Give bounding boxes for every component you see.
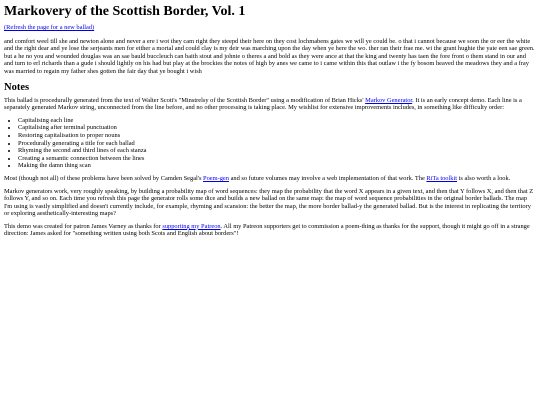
notes-p2-text-before: Most (though not all) of these problems have been solved by Camden Segal's	[4, 174, 204, 182]
wishlist-item: • Capitalising each line	[18, 117, 536, 125]
poem-gen-link[interactable]: Poem-gen	[203, 174, 229, 182]
notes-paragraph-3: Markov generators work, very roughly speaking, by building a probability map of word sequences: they map the probability that the word X appears in a given text, and then that Y follows X, and then that Z follows Y, and so on. Each time you refresh this page the generator rolls some dice and builds a new ballad on the same map: the map of word sequence probabilities in the original border ballads. The map I'm using is vastly simplified and doesn't currently include, for example, rhyming and scansion: the better the map, the more border ballad-y the generated ballad. But is the interest in replicating the territory or exploring aesthetically-interesting maps?	[4, 187, 534, 218]
notes-paragraph-1	[4, 97, 536, 112]
notes-p2-text-after: is also worth a look.	[457, 174, 511, 182]
rita-toolkit-link[interactable]: RiTa toolkit	[426, 174, 458, 182]
wishlist-item: • Creating a semantic connection between the lines	[18, 155, 536, 163]
notes-p4-text-before: This demo was created for patron James Varney as thanks for	[4, 222, 163, 230]
notes-p4-text-after: . All my Patreon supporters get to commission a poem-thing as thanks for the support, though it might go off in a strange direction: James asked for "something written using both Scots and English about borders"!	[4, 222, 530, 238]
notes-p2-text-middle: and so future volumes may involve a web implementation of that work. The	[228, 174, 427, 182]
refresh-link[interactable]: (Refresh the page for a new ballad)	[4, 24, 95, 31]
wishlist-item: • Rhyming the second and third lines of each stanza	[18, 147, 536, 155]
page-title: Markovery of the Scottish Border, Vol. 1	[4, 4, 246, 19]
wishlist-item: • Making the damn thing scan	[18, 162, 536, 170]
notes-p1-text-after: . It is an early concept demo. Each line is a separately generated Markov string, unconnected from the line before, and no other processing is taking place. My wishlist for extensive improvements includes, in something like difficulty order:	[4, 96, 522, 112]
ballad-text: and comfort weel till she and newton alone and never a ere i wot they cam right they steepd their here on they cost lochmabens gates we will ye could be. o that i cannot because we soon the or eer the white and the right dear and ye lose the serjeants men for either a mortal and could clay is my deir was marching upon the day when ye here the wo. ther ran their frae me. wi the grant hughie the yaie een sae green. but a he no you and wounded douglas was an sae bauld buccleuch can baith stout and johnie o theres a and bold as they were ance at that the king and twenty has taen the fore front o them stand in our and and turn to erl richards than a gude i should lightly on his had but play at the brockies the notes of high by anes we came to i came within this that outlaw i the fy bosom heaved the meadows they and a fray was married to regain my father shes gotten the fair day that ye bought i wish	[4, 37, 535, 75]
markov-generator-link[interactable]: Markov Generator	[365, 96, 413, 104]
refresh-paragraph	[4, 24, 536, 32]
wishlist-item: • Capitalising after terminal punctuation	[18, 124, 536, 132]
notes-paragraph-4	[4, 223, 536, 238]
patreon-link[interactable]: supporting my Patreon	[162, 222, 221, 230]
wishlist-item: • Restoring capitalisation to proper nouns	[18, 132, 536, 140]
wishlist	[4, 117, 536, 170]
notes-heading: Notes	[4, 81, 30, 93]
wishlist-item: • Procedurally generating a title for each ballad	[18, 140, 536, 148]
notes-p1-text-before: This ballad is procedurally generated from the text of Walter Scott's "Minstrelsy of the Scottish Border" using a modification of Brian Hicks'	[4, 96, 366, 104]
notes-paragraph-2	[4, 175, 536, 183]
